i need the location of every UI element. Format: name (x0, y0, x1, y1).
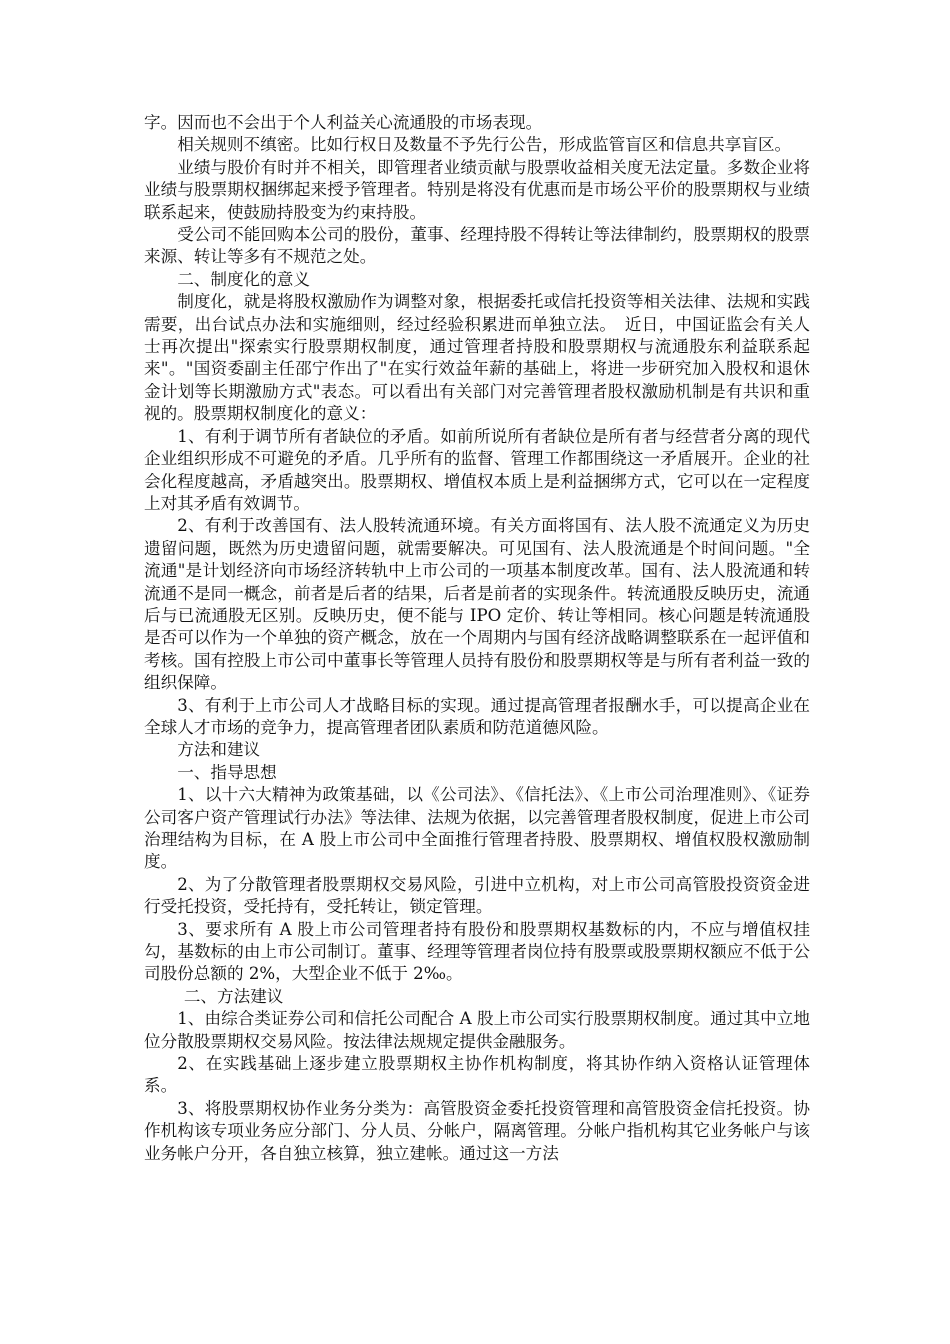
body-paragraph: 3、将股票期权协作业务分类为：高管股资金委托投资管理和高管股资金信托投资。协作机构该专项业务应分部门、分人员、分帐户，隔离管理。分帐户指机构其它业务帐户与该业务帐户分开，各自独立核算，独立建帐。通过这一方法 (144, 1098, 810, 1163)
body-paragraph: 1、以十六大精神为政策基础，以《公司法》、《信托法》、《上市公司治理准则》、《证券公司客户资产管理试行办法》等法律、法规为依据，以完善管理者股权制度，促进上市公司治理结构为目标，在 A 股上市公司中全面推行管理者持股、股票期权、增值权股权激励制度。 (144, 785, 810, 872)
body-paragraph: 1、由综合类证券公司和信托公司配合 A 股上市公司实行股票期权制度。通过其中立地位分散股票期权交易风险。按法律法规规定提供金融服务。 (144, 1009, 810, 1051)
body-paragraph: 1、有利于调节所有者缺位的矛盾。如前所说所有者缺位是所有者与经营者分离的现代企业组织形成不可避免的矛盾。几乎所有的监督、管理工作都围绕这一矛盾展开。企业的社会化程度越高，矛盾越突出。股票期权、增值权本质上是利益捆绑方式，它可以在一定程度上对其矛盾有效调节。 (144, 426, 810, 513)
section-heading: 一、指导思想 (177, 762, 277, 782)
body-paragraph: 2、为了分散管理者股票期权交易风险，引进中立机构，对上市公司高管股投资资金进行受托投资，受托持有，受托转让，锁定管理。 (144, 874, 810, 917)
body-paragraph: 字。因而也不会出于个人利益关心流通股的市场表现。 (144, 113, 543, 132)
body-paragraph: 2、有利于改善国有、法人股转流通环境。有关方面将国有、法人股不流通定义为历史遗留问题，既然为历史遗留问题，就需要解决。可见国有、法人股流通是个时间问题。"全流通"是计划经济向市场经济转轨中上市公司的一项基本制度改革。国有、法人股流通和转流通不是同一概念，前者是后者的结果，后者是前者的实现条件。转流通股反映历史，流通后与已流通股无区别。反映历史，便不能与 IPO 定价、转让等相同。核心问题是转流通股是否可以作为一个单独的资产概念，放在一个周期内与国有经济战略调整联系在一起评值和考核。国有控股上市公司中董事长等管理人员持有股份和股票期权等是与所有者利益一致的组织保障。 (144, 516, 810, 693)
document-page (144, 112, 810, 1165)
section-heading: 方法和建议 (177, 740, 261, 760)
body-paragraph: 3、有利于上市公司人才战略目标的实现。通过提高管理者报酬水手，可以提高企业在全球人才市场的竞争力，提高管理者团队素质和防范道德风险。 (144, 695, 810, 737)
body-paragraph: 业绩与股价有时并不相关，即管理者业绩贡献与股票收益相关度无法定量。多数企业将业绩与股票期权捆绑起来授予管理者。特别是将没有优惠而是市场公平价的股票期权与业绩联系起来，使鼓励持股变为约束持股。 (144, 157, 810, 222)
section-heading: 二、制度化的意义 (177, 269, 310, 289)
section-heading: 二、方法建议 (183, 986, 284, 1006)
body-paragraph: 制度化，就是将股权激励作为调整对象，根据委托或信托投资等相关法律、法规和实践需要，出台试点办法和实施细则，经过经验积累进而单独立法。 近日，中国证监会有关人士再次提出"探索实行股票期权制度，通过管理者持股和股票期权与流通股东利益联系起来"。"国资委副主任邵宁作出了"在实行效益年薪的基础上，将进一步研究加入股权和退休金计划等长期激励方式"表态。可以看出有关部门对完善管理者股权激励机制是有共识和重视的。股票期权制度化的意义： (144, 292, 810, 424)
body-paragraph: 相关规则不缜密。比如行权日及数量不予先行公告，形成监管盲区和信息共享盲区。 (177, 135, 792, 155)
body-paragraph: 3、要求所有 A 股上市公司管理者持有股份和股票期权基数标的内，不应与增值权挂勾，基数标的由上市公司制订。董事、经理等管理者岗位持有股票或股票期权额应不低于公司股份总额的 2%，大型企业不低于 2‰。 (144, 919, 810, 984)
body-paragraph: 受公司不能回购本公司的股份，董事、经理持股不得转让等法律制约，股票期权的股票来源、转让等多有不规范之处。 (144, 225, 810, 267)
body-paragraph: 2、在实践基础上逐步建立股票期权主协作机构制度，将其协作纳入资格认证管理体系。 (144, 1054, 810, 1096)
